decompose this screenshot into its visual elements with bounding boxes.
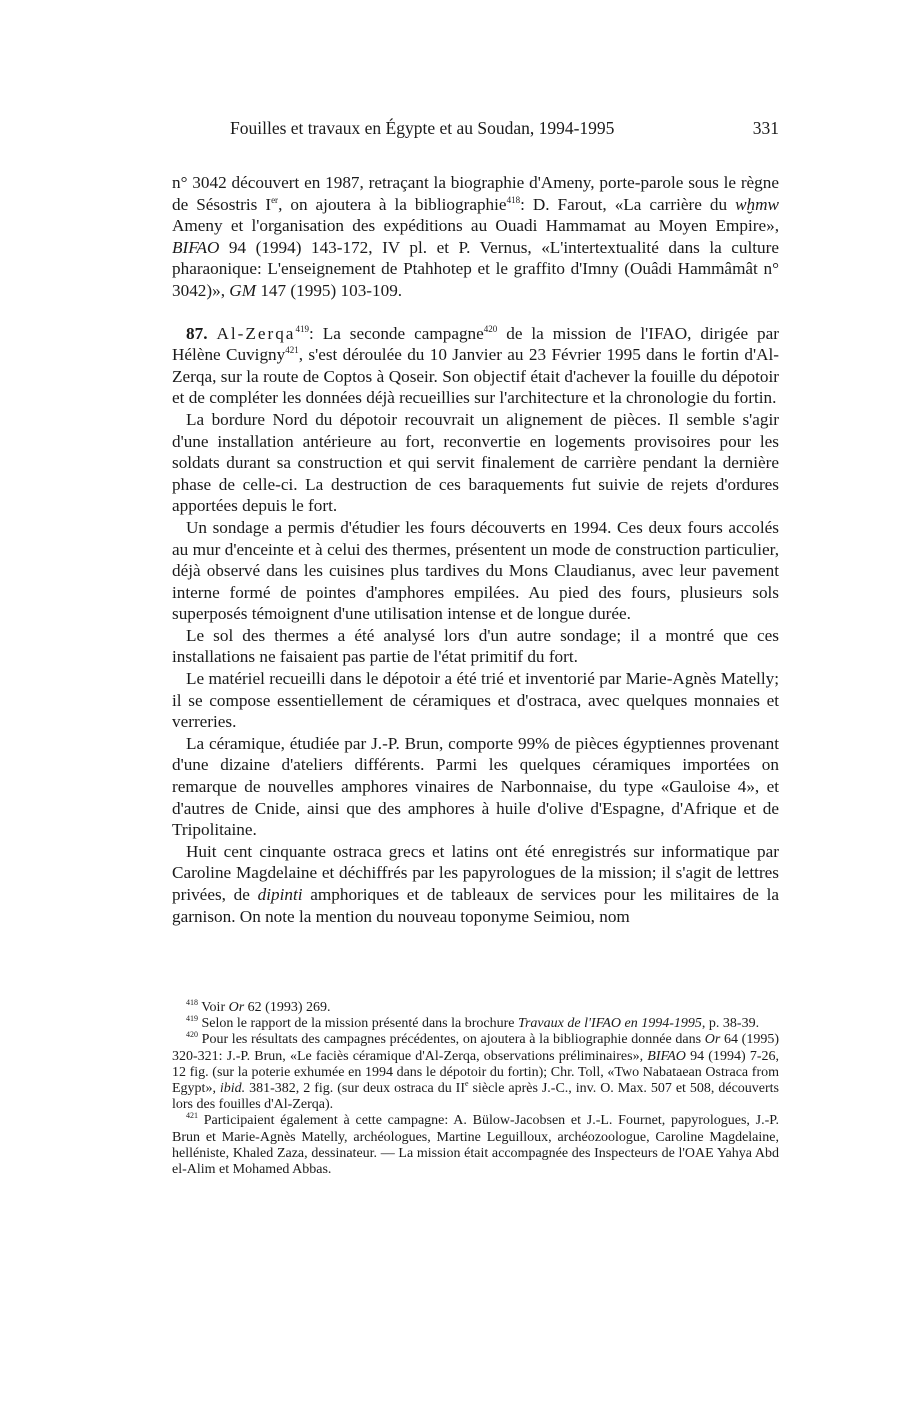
footnote-418: $^{418}$ Voir Or 62 (1993) 269.	[186, 998, 331, 1015]
paragraph: Le matériel recueilli dans le dépotoir a été trié et inventorié par Marie-Agnès Matelly; il se compose essentiellement de céramiques et d'ostraca, avec quelques monnaies et verreries.	[172, 669, 779, 732]
footnote-420: $^{420}$ Pour les résultats des campagnes précédentes, on ajoutera à la bibliographie donnée dans Or 64 (1995) 320-321: J.-P. Brun, «Le faciès céramique d'Al-Zerqa, observations préliminaires», BIFAO 94 (1994) 7-26, 12 fig. (sur la poterie exhumée en 1994 dans le dépotoir du fortin); Chr. Toll, «Two Nabataean Ostraca from Egypt», ibid. 381-382, 2 fig. (sur deux ostraca du IIe siècle après J.-C., inv. O. Max. 507 et 508, découverts lors des fouilles d'Al-Zerqa).	[172, 1030, 779, 1113]
page-number: 331	[752, 118, 779, 138]
paragraph: La bordure Nord du dépotoir recouvrait un alignement de pièces. Il semble s'agir d'une installation antérieure au fort, reconvertie en logements provisoires pour les soldats durant sa construction et qui servit finalement de carrière pendant la dernière phase de celle-ci. La destruction de ces baraquements fut suivie de rejets d'ordures apportées depuis le fort.	[172, 409, 779, 516]
footnotes	[172, 1000, 779, 1178]
paragraph: Le sol des thermes a été analysé lors d'un autre sondage; il a montré que ces installations ne faisaient pas partie de l'état primitif du fort.	[172, 625, 779, 667]
main-text	[172, 172, 779, 927]
running-header	[162, 118, 779, 142]
paragraph: Un sondage a permis d'étudier les fours découverts en 1994. Ces deux fours accolés au mur d'enceinte et à celui des thermes, présentent un mode de construction particulier, déjà observé dans les cuisines plus tardives du Mons Claudianus, avec leur pavement interne formé de pointes d'amphores empilées. Au pied des fours, plusieurs sols superposés témoignent d'une utilisation intense et de longue durée.	[172, 517, 779, 624]
paragraph-87: 87. Al-Zerqa$^{419}$: La seconde campagne$^{420}$ de la mission de l'IFAO, dirigée par Hélène Cuvigny$^{421}$, s'est déroulée du 10 Janvier au 23 Février 1995 dans le fortin d'Al-Zerqa, sur la route de Coptos à Qoseir. Son objectif était d'achever la fouille du dépotoir et de compléter les données déjà recueillies sur l'architecture et la chronologie du fortin.	[172, 323, 779, 408]
paragraph: Huit cent cinquante ostraca grecs et latins ont été enregistrés sur informatique par Caroline Magdelaine et déchiffrés par les papyrologues de la mission; il s'agit de lettres privées, de dipinti amphoriques et de tableaux de services pour les militaires de la garnison. On note la mention du nouveau toponyme Seimiou, nom	[172, 841, 780, 926]
running-title: Fouilles et travaux en Égypte et au Soudan, 1994-1995	[230, 118, 615, 138]
footnote-ref-418: 418	[506, 194, 521, 205]
section-number: 87.	[186, 323, 208, 343]
site-name: Al-Zerqa	[216, 323, 296, 343]
footnote-421: $^{421}$ Participaient également à cette campagne: A. Bülow-Jacobsen et J.-L. Fournet, papyrologues, J.-P. Brun et Marie-Agnès Matelly, archéologues, Martine Leguilloux, archéozoologue, Caroline Magdelaine, helléniste, Khaled Zaza, dessinateur. — La mission était accompagnée des Inspecteurs de l'OAE Yahya Abd el-Alim et Mohamed Abbas.	[172, 1111, 779, 1178]
footnote-419: $^{419}$ Selon le rapport de la mission présenté dans la brochure Travaux de l'IFAO en 1994-1995, p. 38-39.	[186, 1014, 760, 1032]
footnote-ref-420: 420	[483, 323, 498, 334]
paragraph: La céramique, étudiée par J.-P. Brun, comporte 99% de pièces égyptiennes provenant d'une dizaine d'ateliers différents. Parmi les quelques céramiques importées on remarque de nouvelles amphores vinaires de Narbonnaise, du type «Gauloise 4», et d'autres de Cnide, ainsi que des amphores à huile d'olive d'Espagne, d'Afrique et de Tripolitaine.	[172, 733, 779, 840]
footnote-ref-419: 419	[295, 323, 309, 334]
footnote-ref-421: 421	[285, 345, 299, 356]
paragraph-continuation: n° 3042 découvert en 1987, retraçant la biographie d'Ameny, porte-parole sous le règne de Sésostris Ier, on ajoutera à la bibliographie$^{418}$: D. Farout, «La carrière du wḫmw Ameny et l'organisation des expéditions au Ouadi Hammamat au Moyen Empire», BIFAO 94 (1994) 143-172, IV pl. et P. Vernus, «L'intertextualité dans la culture pharaonique: L'enseignement de Ptahhotep et le graffito d'Imny (Ouâdi Hammâmât n° 3042)», GM 147 (1995) 103-109.	[172, 173, 779, 300]
